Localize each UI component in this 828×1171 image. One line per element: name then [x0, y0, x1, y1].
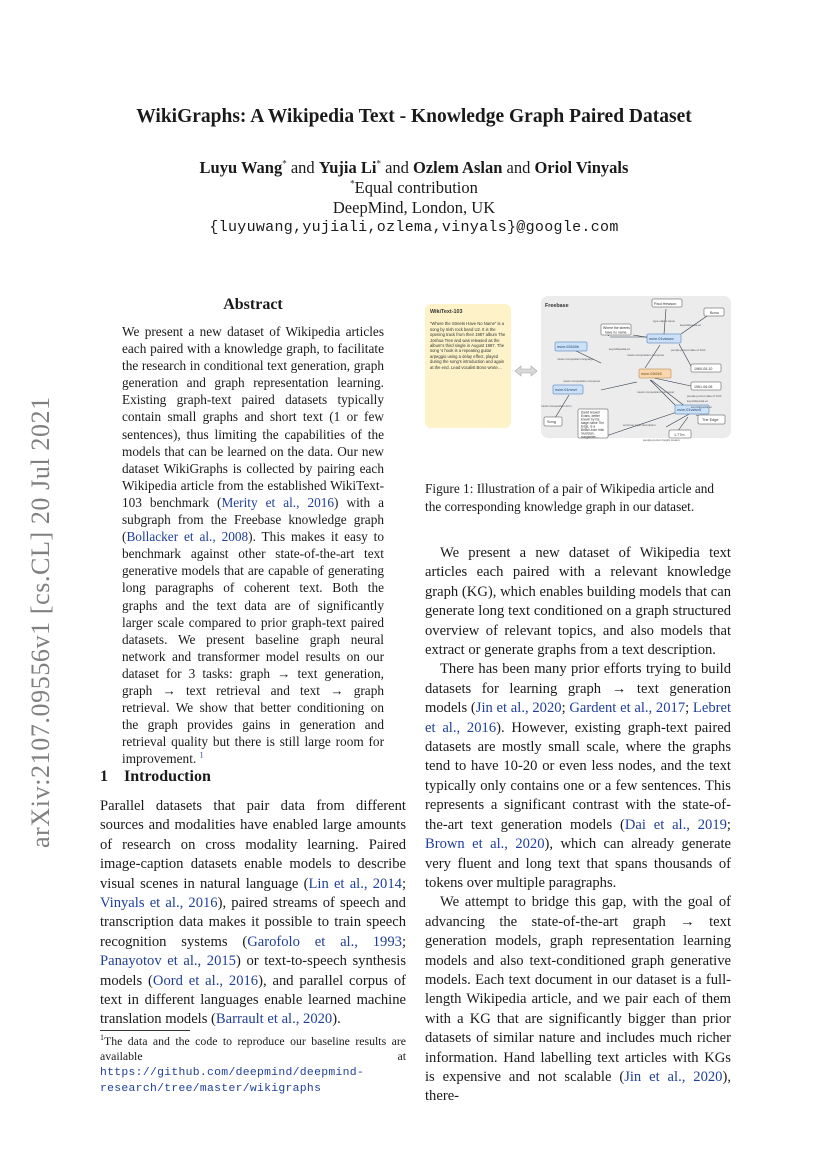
and-connector: and: [290, 158, 315, 177]
equal-contribution-mark: *: [282, 158, 287, 169]
intro-part: ).: [332, 1011, 341, 1028]
intro-part: Parallel datasets that pair data from different sources and modalities have enabled large amounts of research on cross modality learning. Paired image-caption datasets enable models to describe visual scenes in natural language (: [100, 798, 406, 892]
abstract-part: We present a new dataset of Wikipedia articles each paired with a knowledge graph, to facilitate the research in conditional text generation, graph generation and graph representation learning. Existing graph-text paired datasets typically contain small graphs and short text (1 or few sentences), thus limiting the capabilities of the models that can be learned on the data. Our new dataset WikiGraphs is collected by pairing each Wikipedia article from the established WikiText-103 benchmark (: [122, 324, 384, 510]
para-part: ), there-: [425, 1068, 731, 1105]
node-edge-desc-line: known by his: [581, 417, 600, 422]
paragraph-prior-efforts: [425, 660, 731, 893]
citation-link[interactable]: Jin et al., 2020: [624, 1068, 723, 1085]
node-ns-03t2k5: ns/m.03t2k5: [641, 372, 662, 376]
footnote: [100, 1034, 406, 1097]
node-song: Song: [547, 420, 556, 424]
edge-label: key/wikipedia.en: [691, 405, 713, 409]
edge-label: key/wikipedia.en: [687, 399, 709, 403]
abstract-part: ) with a subgraph from the Freebase knowledge graph (: [122, 494, 384, 545]
and-connector: and: [385, 158, 409, 177]
intro-part: ), paired streams of speech and transcription data makes it possible to train speech recognition systems (: [100, 895, 406, 950]
node-edge-desc-line: songwriter...: [581, 435, 599, 439]
citation-link[interactable]: Oord et al., 2016: [152, 972, 259, 989]
footnote-mark: 1: [100, 1033, 104, 1043]
knowledge-graph: [541, 296, 731, 442]
and-connector: and: [506, 158, 531, 177]
edge-label: music.composition.language: [557, 357, 594, 361]
node-ns-01vswx5: ns/m.01vswx5: [677, 408, 702, 412]
author-block: [100, 158, 728, 238]
equal-contribution-mark: *: [350, 178, 355, 189]
citation-link[interactable]: Bollacker et al., 2008: [126, 529, 249, 545]
node-ns-02640b: ns/m.02640b: [557, 345, 579, 349]
para-part: ), which can already generate very fluent and long text that spans thousands of tokens over multiple paragraphs.: [425, 836, 731, 891]
paragraph-bridge-gap: [425, 893, 731, 1106]
node-edge-desc-line: David Howell: [581, 410, 600, 415]
node-date-1961: 1961-08-08: [694, 385, 713, 389]
para-part: There has been many prior efforts trying to build datasets for learning graph → text generation models (: [425, 661, 731, 717]
node-where-the-streets: Where the streets: [603, 326, 630, 330]
node-edge-desc-line: British-born Irish: [581, 428, 605, 432]
freebase-panel: [541, 296, 731, 442]
node-paul-hewson: Paul Hewson: [654, 302, 677, 306]
affiliation: DeepMind, London, UK: [332, 198, 496, 217]
introduction-paragraph: [100, 797, 406, 1030]
citation-link[interactable]: Garofolo et al., 1993: [247, 933, 402, 950]
section-heading-introduction: [100, 768, 211, 786]
edge-label: people.person.date of birth: [671, 348, 706, 352]
author-oriol-vinyals: Oriol Vinyals: [534, 158, 629, 177]
edge-label: people.person.date of birth: [687, 394, 722, 398]
author-names: [100, 158, 728, 178]
node-ns-01mnvt: ns/m.01mnvt: [555, 388, 577, 392]
edge-label: people.person.height meters: [643, 438, 680, 442]
author-ozlem-aslan: Ozlem Aslan: [413, 158, 503, 177]
citation-link[interactable]: Gardent et al., 2017: [569, 700, 686, 717]
node-the-edge: The Edge: [702, 418, 719, 422]
wikitext-panel: [425, 304, 511, 428]
node-edge-desc-line: musician,: [581, 431, 595, 436]
author-luyu-wang: Luyu Wang: [199, 158, 283, 177]
citation-link[interactable]: Barrault et al., 2020: [215, 1011, 333, 1028]
equal-contribution-mark: *: [376, 158, 381, 169]
edge-label: common.topic.description: [623, 423, 656, 427]
node-edge-desc-line: Evans, better: [581, 414, 600, 418]
edge-label: music.composition.form: [541, 404, 572, 408]
para-part: ;: [685, 700, 693, 717]
node-edge-desc-line: Edge, is a: [581, 424, 596, 429]
citation-link[interactable]: Dai et al., 2019: [624, 816, 727, 833]
citation-link[interactable]: Brown et al., 2020: [425, 836, 545, 853]
para-part: ;: [726, 816, 731, 833]
equal-contribution-text: Equal contribution: [354, 178, 478, 197]
node-have-no-name: have no name: [605, 330, 627, 335]
abstract-heading: Abstract: [223, 296, 283, 313]
edge-label: key/wikipedia.en: [609, 347, 631, 351]
intro-part: ;: [401, 933, 406, 950]
abstract-part: ). This makes it easy to benchmark against other state-of-the-art text generative models that are capable of generating long paragraphs of coherent text. Both the graphs and the text data are of significantly larger scale compared to prior graph-text paired datasets. We present baseline graph neural network and transformer model results on our dataset for 3 tasks: graph → text generation, graph → text retrieval and text → graph retrieval. We show that better conditioning on the graph provides gains in generation and retrieval quality but there is still large room for improvement.: [122, 529, 384, 767]
citation-link[interactable]: Merity et al., 2016: [221, 494, 335, 510]
right-column-text: [425, 544, 731, 1107]
paragraph-intro-dataset: We present a new dataset of Wikipedia text articles each paired with a relevant knowledge graph (KG), which enables building models that can generate long text conditioned on a graph structured overview of relevant topics, and also models that extract or generate graphs from a text description.: [425, 545, 731, 659]
citation-link[interactable]: Lebret et al., 2016: [425, 700, 732, 736]
wikitext-title: WikiText-103: [430, 309, 463, 315]
edge-label: music.composition.composer: [637, 390, 675, 394]
section-number: 1: [100, 768, 108, 785]
intro-part: ) or text-to-speech synthesis models (: [100, 953, 406, 989]
para-part: We attempt to bridge this gap, with the goal of advancing the state-of-the-art graph → text generation models, graph representation learning models and also text-conditioned graph generative models. Each text document in our dataset is a full-length Wikipedia article, and we pair each of them with a KG that are significantly bigger than prior datasets of similar nature and includes much richer information. Hand labelling text articles with KGs is expensive and not scalable (: [425, 894, 731, 1085]
citation-link[interactable]: Lin et al., 2014: [308, 875, 402, 892]
author-emails: {luyuwang,yujiali,ozlema,vinyals}@google.com: [209, 219, 619, 236]
node-height: 1.77m: [674, 433, 685, 437]
equal-contribution-note: [100, 178, 728, 198]
wikitext-article: “Where the Streets Have No Name” is a song by Irish rock band U2. It is the opening track from their 1987 album The Joshua Tree and was released as the album’s third single in August 1987. The song ’s hook is a repeating guitar arpeggio using a delay effect, played during the song’s introduction and again at the end. Lead vocalist Bono wrote…: [430, 321, 506, 370]
node-edge-desc-line: stage name The: [581, 421, 604, 425]
citation-link[interactable]: Panayotov et al., 2015: [100, 953, 236, 970]
section-title: Introduction: [124, 768, 211, 785]
node-bono: Bono: [710, 311, 719, 315]
citation-link[interactable]: Jin et al., 2020: [475, 700, 562, 717]
para-part: ;: [561, 700, 570, 717]
para-part: ). However, existing graph-text paired datasets are mostly small scale, where the graphs tend to have 10-20 or even less nodes, and the text typically only contains one or a few sentences. This represents a significant contrast with the state-of-the-art text generation models (: [425, 719, 731, 833]
edge-label: music.composition.composer: [563, 379, 601, 383]
freebase-title: Freebase: [545, 303, 569, 309]
figure-1: [425, 296, 731, 442]
edge-label: key/wikipedia.en: [680, 323, 702, 327]
intro-part: ;: [401, 875, 407, 892]
footnote-text: The data and the code to reproduce our baseline results are available at: [100, 1034, 406, 1063]
intro-part: ), and parallel corpus of text in different languages enable learned machine translation models (: [100, 972, 406, 1028]
arxiv-identifier-stamp: arXiv:2107.09556v1 [cs.CL] 20 Jul 2021: [26, 396, 55, 848]
code-url-link[interactable]: https://github.com/deepmind/deepmind-research/tree/master/wikigraphs: [100, 1066, 365, 1096]
node-date-1960: 1960-05-10: [694, 367, 713, 371]
double-arrow-icon: [513, 364, 539, 378]
edge-label: music.composition.composer: [627, 353, 665, 357]
author-yujia-li: Yujia Li: [318, 158, 377, 177]
footnote-ref[interactable]: 1: [199, 750, 204, 760]
edge-label: type.object.name: [653, 319, 676, 323]
footnote-rule: [100, 1030, 190, 1031]
figure-1-caption: Figure 1: Illustration of a pair of Wikipedia article and the corresponding knowledge graph in our dataset.: [425, 481, 715, 514]
citation-link[interactable]: Vinyals et al., 2016: [100, 895, 218, 912]
abstract-text: [122, 323, 384, 767]
paper-title: WikiGraphs: A Wikipedia Text - Knowledge Graph Paired Dataset: [136, 106, 692, 127]
node-ns-01vswwx: ns/m.01vswwx: [649, 337, 674, 341]
